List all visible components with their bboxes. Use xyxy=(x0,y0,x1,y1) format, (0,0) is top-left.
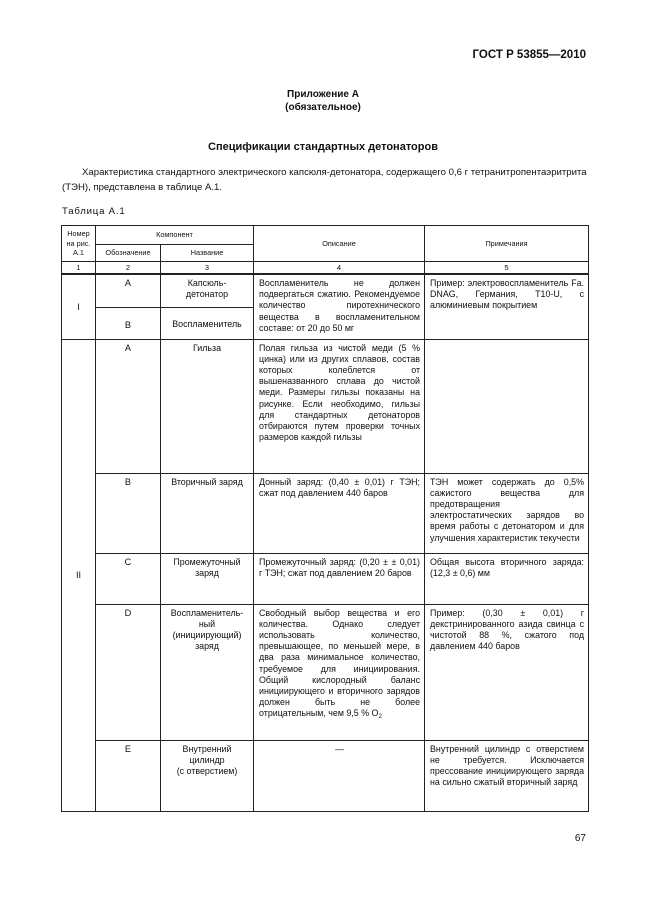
row-code: B xyxy=(96,473,161,553)
section-title: Спецификации стандартных детонаторов xyxy=(208,141,438,153)
header-description: Описание xyxy=(254,226,425,262)
row-code: B xyxy=(96,307,161,339)
row-name: Гильза xyxy=(161,339,254,473)
annex-title: Приложение А xyxy=(287,89,359,100)
page-number: 67 xyxy=(574,833,586,844)
intro-paragraph: Характеристика стандартного электрического капсюля-детонатора, содержащего 0,6 г тетранитропентаэритрита (ТЭН), представлена в таблице А.1. xyxy=(62,167,587,193)
annex-heading xyxy=(0,88,646,114)
header-number: Номер на рис. А.1 xyxy=(62,226,96,262)
table-row xyxy=(62,339,589,473)
row-code: A xyxy=(96,339,161,473)
detonator-spec-table xyxy=(61,225,589,812)
row-note: ТЭН может содержать до 0,5% сажистого вещества для предотвращения электростатических зарядов во время работы с детонатором и для улучшения характеристик текучести xyxy=(425,473,589,553)
description-text: Свободный выбор вещества и его количества. Однако следует использовать количество, превышающее, по меньшей мере, в два раза минимальное количество, требуемое для инициирования. Общий кислородный баланс инициирующего и вторичного зарядов должен быть не более отрицательным, чем 9,5 % O xyxy=(259,607,421,719)
row-name: Воспламенитель xyxy=(161,307,254,339)
header-notes: Примечания xyxy=(425,226,589,262)
table-row xyxy=(62,274,589,307)
row-name: Внутренний цилиндр (с отверстием) xyxy=(161,740,254,811)
row-description xyxy=(254,604,425,740)
row-description: Донный заряд: (0,40 ± 0,01) г ТЭН; сжат под давлением 440 баров xyxy=(254,473,425,553)
row-description: — xyxy=(254,740,425,811)
row-description: Воспламенитель не должен подвергаться сжатию. Рекомендуемое количество пиротехнического вещества в воспламенительном составе: от 20 до 50 мг xyxy=(254,274,425,339)
col-number: 2 xyxy=(96,262,161,275)
header-name: Название xyxy=(161,245,254,262)
row-code: E xyxy=(96,740,161,811)
row-note xyxy=(425,339,589,473)
table-row xyxy=(62,473,589,553)
row-name: Воспламенитель- ный (инициирующий) заряд xyxy=(161,604,254,740)
header-designation: Обозначение xyxy=(96,245,161,262)
row-code: A xyxy=(96,274,161,307)
table-row xyxy=(62,604,589,740)
group-number: II xyxy=(62,339,96,811)
header-component: Компонент xyxy=(96,226,254,245)
row-name: Промежуточный заряд xyxy=(161,553,254,604)
row-description: Полая гильза из чистой меди (5 % цинка) или из других сплавов, состав которых колеблется от вышеназванного сплава до чистой меди. Размеры гильзы показаны на рисунке. Если необходимо, гильзы для стандартных детонаторов отбираются путем проверки точных размеров каждой гильзы xyxy=(254,339,425,473)
row-note: Общая высота вторичного заряда: (12,3 ± 0,6) мм xyxy=(425,553,589,604)
row-name: Вторичный заряд xyxy=(161,473,254,553)
col-number: 3 xyxy=(161,262,254,275)
row-note: Пример: (0,30 ± 0,01) г декстринированного азида свинца с чистотой 88 %, сжатого под давлением 440 баров xyxy=(425,604,589,740)
annex-status: (обязательное) xyxy=(285,102,361,113)
col-number: 1 xyxy=(62,262,96,275)
row-name: Капсюль- детонатор xyxy=(161,274,254,307)
column-number-row xyxy=(62,262,589,275)
table-row xyxy=(62,553,589,604)
standard-number: ГОСТ Р 53855—2010 xyxy=(472,49,586,61)
table-row xyxy=(62,740,589,811)
row-description: Промежуточный заряд: (0,20 ± ± 0,01) г ТЭН; сжат под давлением 20 баров xyxy=(254,553,425,604)
oxygen-subscript: 2 xyxy=(378,714,382,721)
col-number: 4 xyxy=(254,262,425,275)
row-note: Внутренний цилиндр с отверстием не требуется. Исключается прессование инициирующего заряда на сильно сжатый вторичный заряд xyxy=(425,740,589,811)
table-caption: Таблица А.1 xyxy=(62,206,126,217)
row-note: Пример: электровоспламенитель Fa. DNAG, Германия, T10-U, с алюминиевым покрытием xyxy=(425,274,589,339)
col-number: 5 xyxy=(425,262,589,275)
row-code: D xyxy=(96,604,161,740)
row-code: C xyxy=(96,553,161,604)
group-number: I xyxy=(62,274,96,339)
header-row xyxy=(62,226,589,245)
